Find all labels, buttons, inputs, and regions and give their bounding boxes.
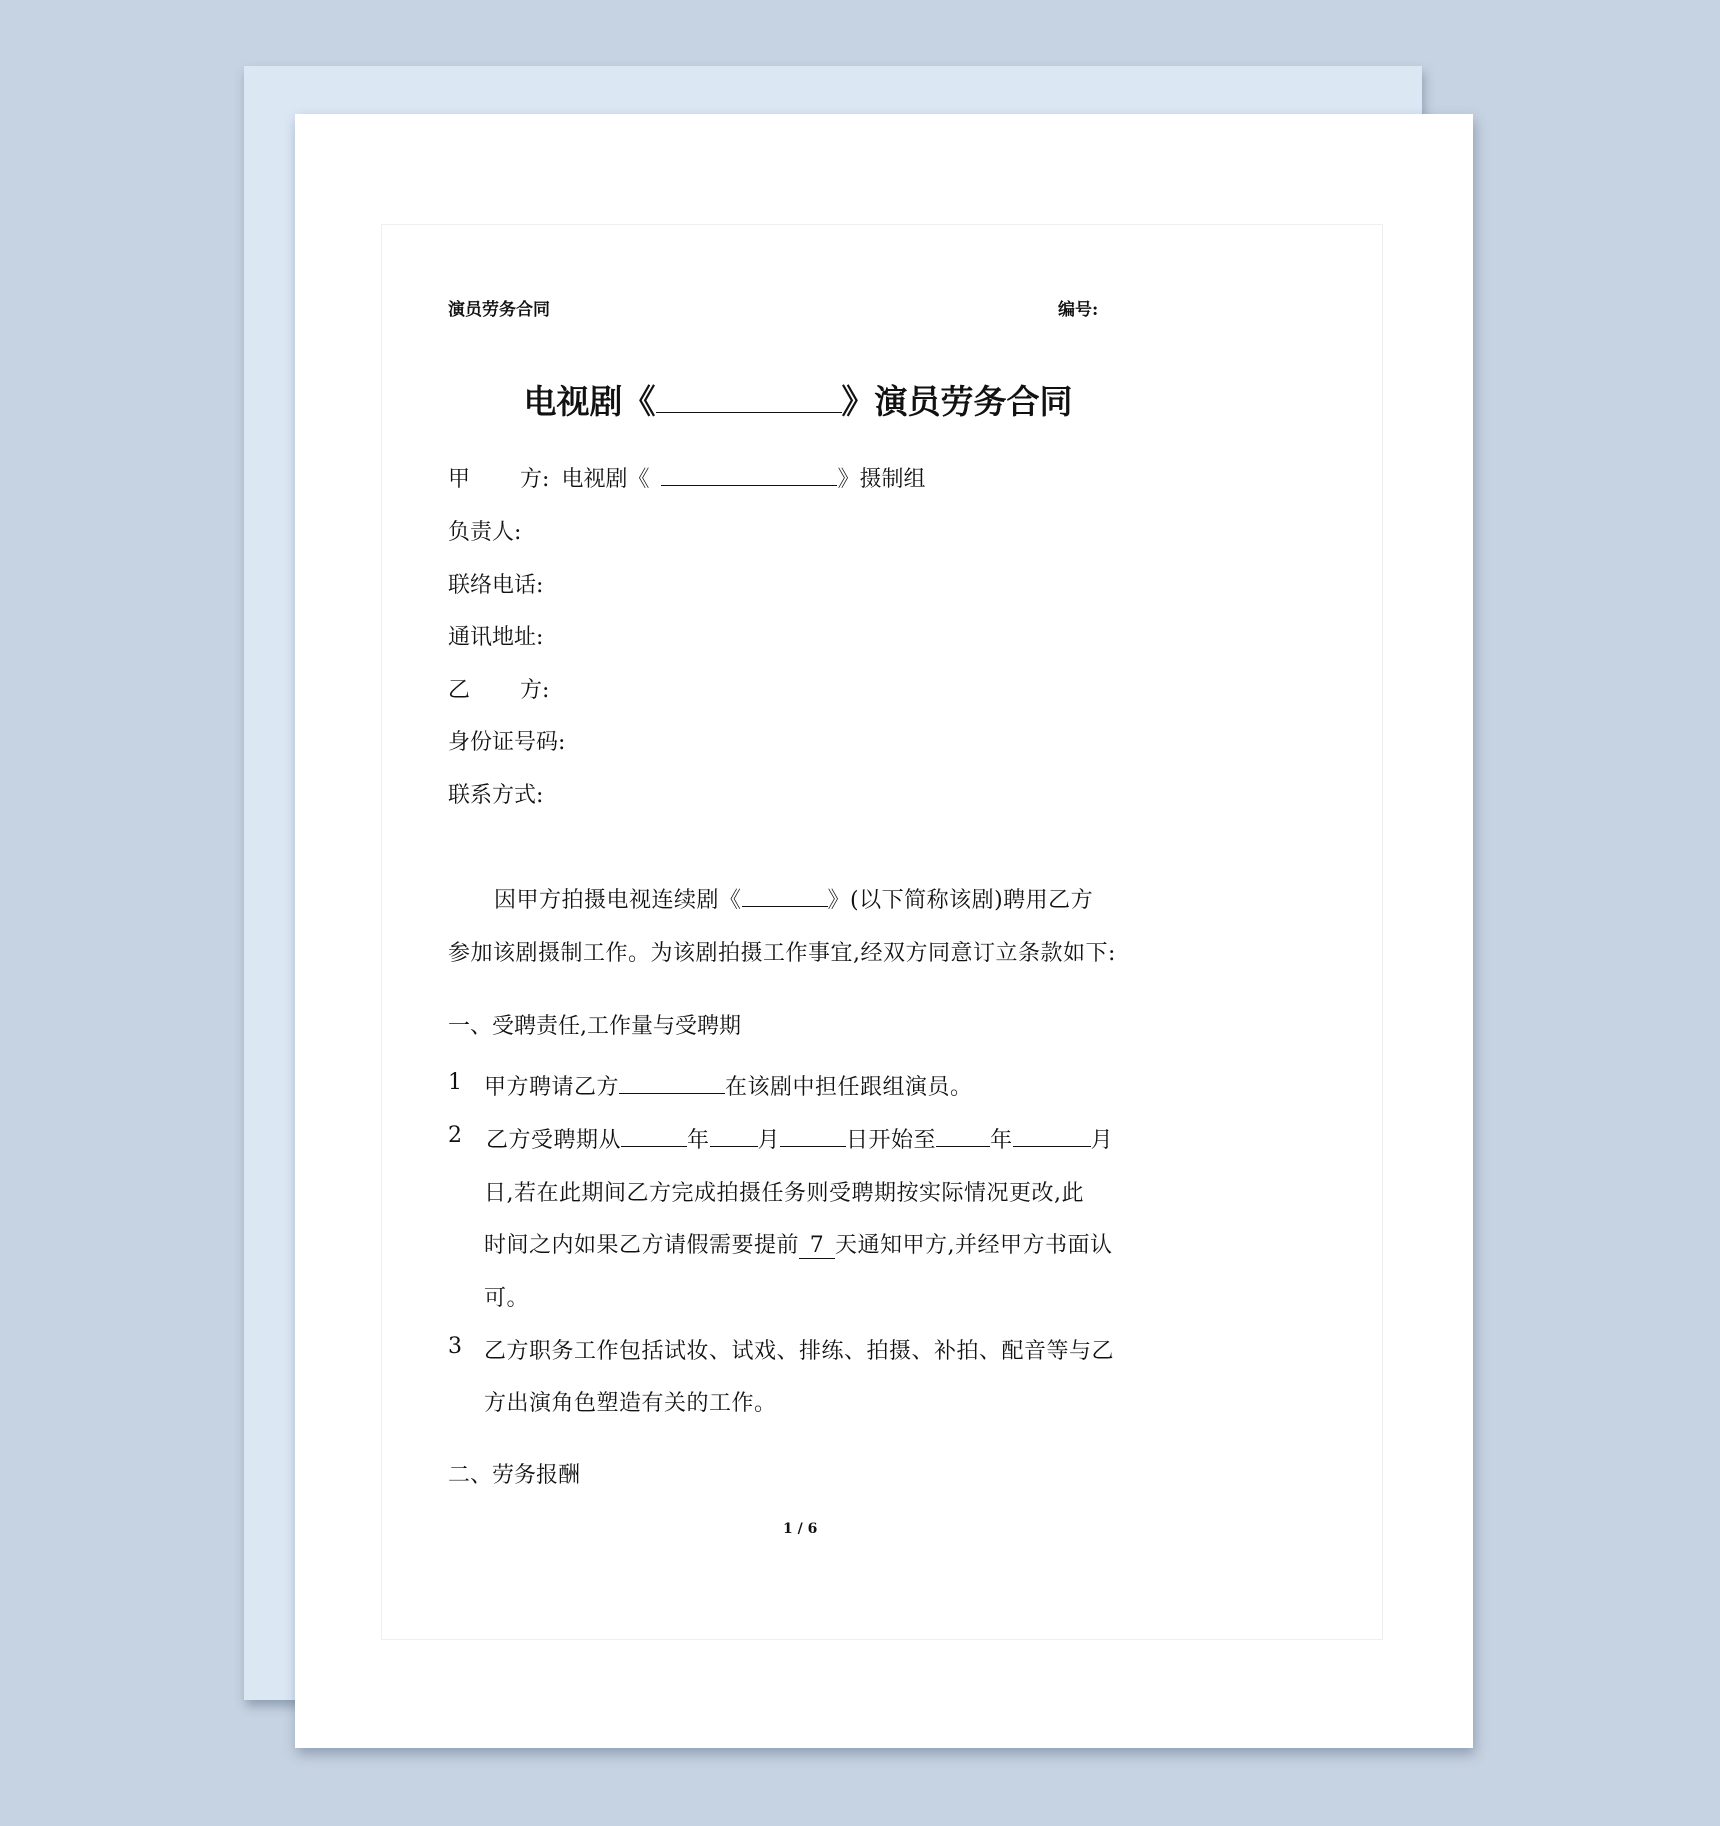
item-1-b: 在该剧中担任跟组演员。 [725,1075,973,1101]
contact-label: 联系方式: [448,783,544,808]
intro-line-1-a: 因甲方拍摄电视连续剧《 [494,888,742,914]
notice-days-value: 7 [799,1233,835,1259]
item-2-month-2: 月 [1090,1128,1114,1154]
item-3-line-2: 方出演角色塑造有关的工作。 [484,1391,777,1416]
document-page [295,114,1473,1748]
item-1-text [484,1070,973,1101]
title-prefix: 电视剧《 [523,382,656,421]
item-2-year-2: 年 [990,1128,1013,1154]
party-a-label-2: 方: [520,467,550,493]
item-2-year-1: 年 [687,1128,710,1154]
item-2-a: 乙方受聘期从 [486,1128,622,1154]
role-blank [619,1070,725,1094]
section-1-heading: 一、受聘责任,工作量与受聘期 [448,1014,741,1039]
end-month-blank [1013,1123,1091,1147]
page-indicator: 1 / 6 [783,1521,818,1537]
series-name-blank [742,883,828,907]
item-2-line-4: 可。 [484,1286,530,1311]
intro-line-1-b: 》(以下简称该剧)聘用乙方 [827,888,1094,914]
item-1-number: 1 [448,1070,462,1095]
end-year-blank [936,1123,990,1147]
party-b-label: 乙 [448,678,471,703]
header-doc-name: 演员劳务合同 [448,300,550,320]
item-3-number: 3 [448,1334,462,1359]
responsible-label: 负责人: [448,520,522,545]
party-a-label: 甲 [448,467,471,493]
item-2-number: 2 [448,1123,462,1148]
item-2-line-3-b: 天通知甲方,并经甲方书面认 [835,1233,1113,1258]
drama-name-blank [661,462,837,486]
item-1-a: 甲方聘请乙方 [484,1075,620,1101]
start-day-blank [780,1123,846,1147]
item-2-day-1: 日开始至 [846,1128,937,1154]
address-label: 通讯地址: [448,625,544,650]
party-b-row [448,673,549,704]
item-2-line-3-a: 时间之内如果乙方请假需要提前 [484,1233,800,1258]
phone-label: 联络电话: [448,573,544,598]
party-b-label-2: 方: [520,678,550,703]
item-2-line-1 [486,1123,1113,1154]
section-2-heading: 二、劳务报酬 [448,1463,581,1488]
intro-line-2: 参加该剧摄制工作。为该剧拍摄工作事宜,经双方同意订立条款如下: [448,941,1116,966]
header-number-label: 编号: [1058,300,1099,320]
start-year-blank [621,1123,687,1147]
page-frame [381,224,1383,1640]
id-number-label: 身份证号码: [448,730,566,755]
title-blank [656,377,842,413]
party-a-prefix: 电视剧《 [561,467,650,493]
party-a-suffix: 》摄制组 [837,467,926,493]
item-2-line-3 [484,1228,1113,1259]
document-title [448,376,1148,423]
party-a-row [448,462,925,493]
item-2-line-2: 日,若在此期间乙方完成拍摄任务则受聘期按实际情况更改,此 [484,1181,1084,1206]
item-2-month-1: 月 [757,1128,781,1154]
title-suffix: 》演员劳务合同 [841,382,1073,421]
start-month-blank [710,1123,758,1147]
item-3-line-1: 乙方职务工作包括试妆、试戏、排练、拍摄、补拍、配音等与乙 [484,1339,1115,1364]
intro-line-1 [494,883,1093,914]
